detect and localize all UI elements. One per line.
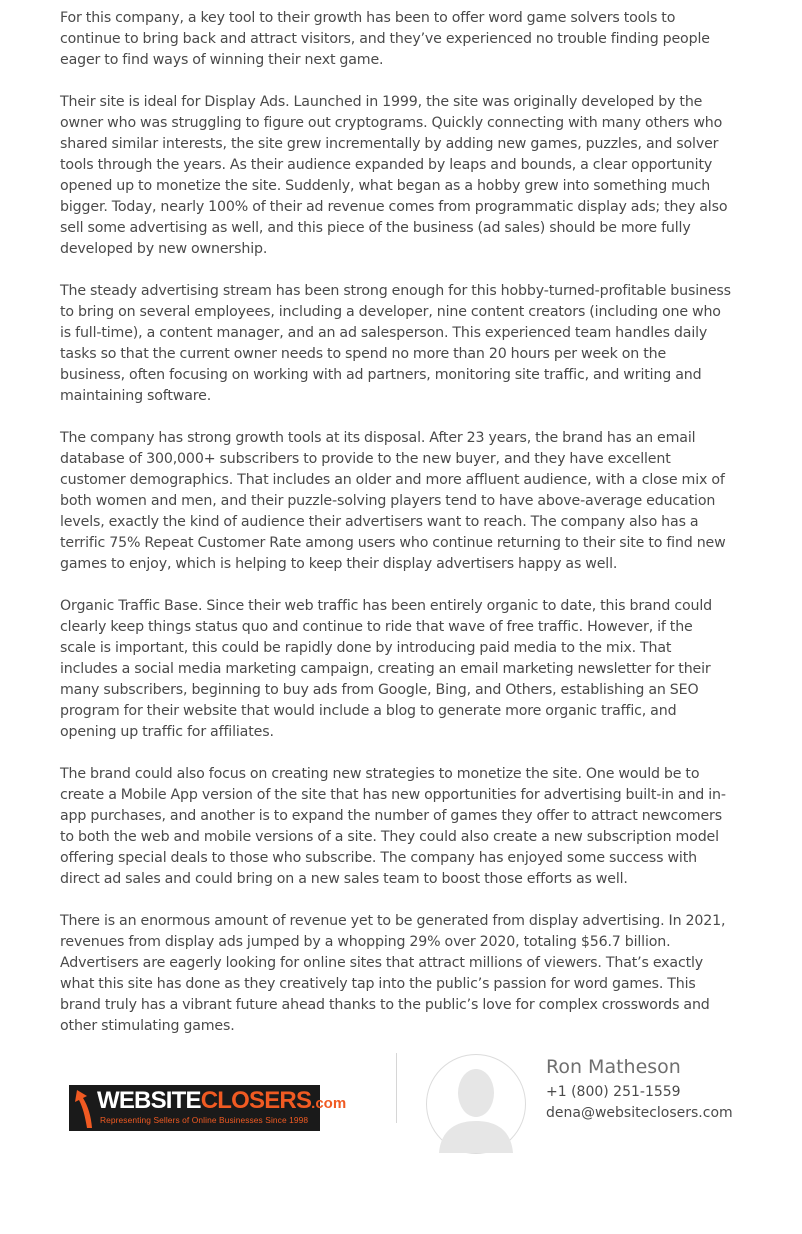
contact-footer [0,1050,802,1170]
footer-divider [396,1053,397,1123]
article-paragraph: Their site is ideal for Display Ads. Launched in 1999, the site was originally developed by the owner who was struggling to figure out cryptograms. Quickly connecting with many others who shared similar interests, the site grew incrementally by adding new games, puzzles, and solver tools through the years. As their audience expanded by leaps and bounds, a clear opportunity opened up to monetize the site. Suddenly, what began as a hobby grew into something much bigger. Today, nearly 100% of their ad revenue comes from programmatic display ads; they also sell some advertising as well, and this piece of the business (ad sales) should be more fully developed by new ownership. [60,94,728,257]
websiteclosers-logo [69,1085,347,1131]
person-silhouette-icon [427,1055,525,1153]
article-paragraph: The brand could also focus on creating new strategies to monetize the site. One would be to create a Mobile App version of the site that has new opportunities for advertising built-in and in-app purchases, and another is to expand the number of games they offer to attract newcomers to both the web and mobile versions of a site. They could also create a new subscription model offering special deals to those who subscribe. The company has enjoyed some success with direct ad sales and could bring on a new sales team to boost those efforts as well. [60,766,726,887]
logo-word-closers: CLOSERS [200,1087,312,1114]
article-paragraph: For this company, a key tool to their growth has been to offer word game solvers tools to continue to bring back and attract visitors, and they’ve experienced no trouble finding people eager to find ways of winning their next game. [60,10,710,68]
article-paragraph: Organic Traffic Base. Since their web traffic has been entirely organic to date, this brand could clearly keep things status quo and continue to ride that wave of free traffic. However, if the scale is important, this could be rapidly done by introducing paid media to the mix. That includes a social media marketing campaign, creating an email marketing newsletter for their many subscribers, beginning to buy ads from Google, Bing, and Others, establishing an SEO program for their website that would include a blog to generate more organic traffic, and opening up traffic for affiliates. [60,598,712,740]
article-paragraph: The company has strong growth tools at its disposal. After 23 years, the brand has an email database of 300,000+ subscribers to provide to the new buyer, and they have excellent customer demographics. That includes an older and more affluent audience, with a close mix of both women and men, and their puzzle-solving players tend to have above-average education levels, exactly the kind of audience their advertisers want to reach. The company also has a terrific 75% Repeat Customer Rate among users who continue returning to their site to find new games to enjoy, which is helping to keep their display advertisers happy as well. [60,430,726,572]
logo-suffix: .com [311,1095,347,1112]
contact-name: Ron Matheson [546,1056,681,1078]
avatar [426,1054,526,1154]
contact-email[interactable]: dena@websiteclosers.com [546,1105,733,1121]
article-body [60,8,732,1058]
contact-phone[interactable]: +1 (800) 251-1559 [546,1084,681,1100]
article-paragraph: The steady advertising stream has been strong enough for this hobby-turned-profitable business to bring on several employees, including a developer, nine content creators (including one who is full-time), a content manager, and an ad salesperson. This experienced team handles daily tasks so that the current owner needs to spend no more than 20 hours per week on the business, often focusing on working with ad partners, monitoring site traffic, and writing and maintaining software. [60,283,731,404]
logo-wordmark [97,1087,346,1118]
logo-tagline: Representing Sellers of Online Businesses Since 1998 [100,1115,309,1125]
article-paragraph: There is an enormous amount of revenue yet to be generated from display advertising. In 2021, revenues from display ads jumped by a whopping 29% over 2020, totaling $56.7 billion. Advertisers are eagerly looking for online sites that attract millions of viewers. That’s exactly what this site has done as they creatively tap into the public’s passion for word games. This brand truly has a vibrant future ahead thanks to the public’s love for complex crosswords and other stimulating games. [60,913,726,1034]
logo-word-website: WEBSITE [97,1087,201,1114]
contact-details [546,1054,733,1124]
